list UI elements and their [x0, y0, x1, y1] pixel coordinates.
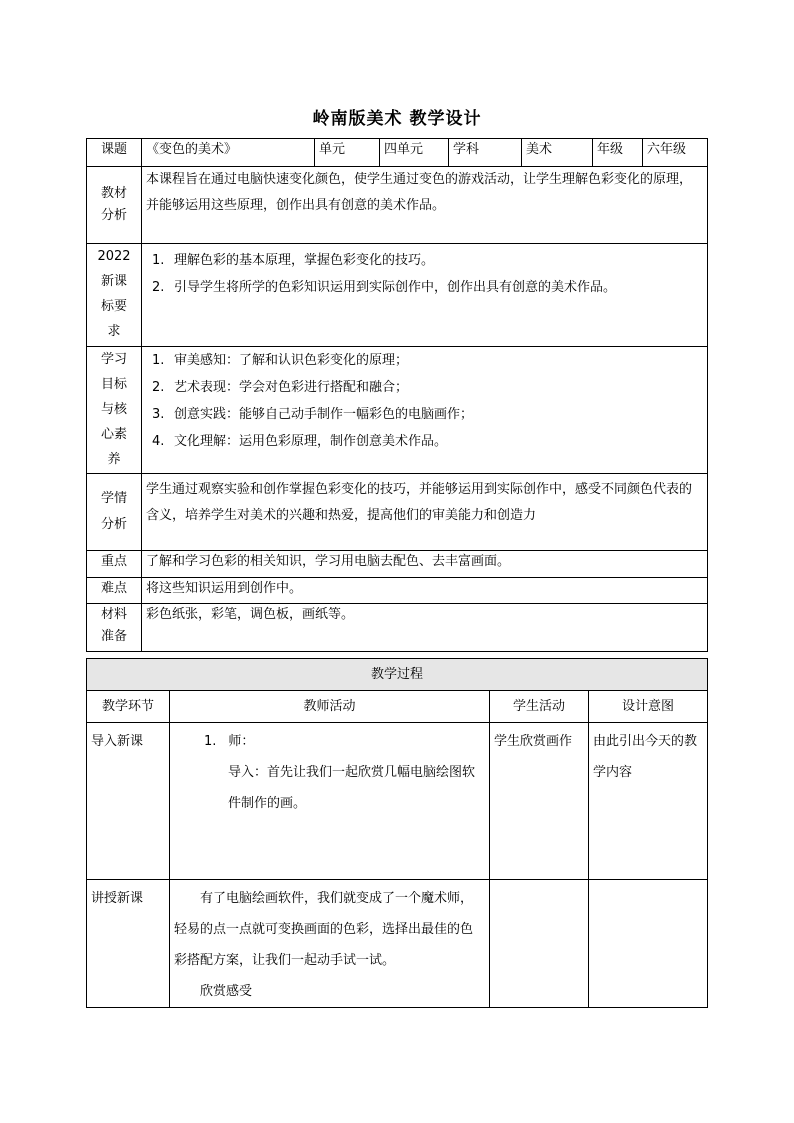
textbook-content: 本课程旨在通过电脑快速变化颜色，使学生通过变色的游戏活动，让学生理解色彩变化的原理，并能够运用这些原理，创作出具有创意的美术作品。 [142, 167, 708, 244]
unit-value: 四单元 [380, 139, 449, 167]
list-item: 1. 理解色彩的基本原理，掌握色彩变化的技巧。 [152, 253, 435, 268]
materials-row [87, 604, 708, 652]
standards-label: 2022 新课 标要 求 [87, 244, 142, 347]
stage-cell: 导入新课 [87, 723, 170, 880]
key-point-row [87, 551, 708, 578]
grade-label: 年级 [593, 139, 643, 167]
key-point-label: 重点 [87, 551, 142, 578]
header-row [87, 139, 708, 167]
intent-cell [589, 880, 708, 1008]
process-columns-row [87, 691, 708, 723]
subject-label: 学科 [449, 139, 522, 167]
grade-value: 六年级 [643, 139, 708, 167]
list-item: 1. 审美感知：了解和认识色彩变化的原理； [152, 353, 409, 368]
topic-value: 《变色的美术》 [142, 139, 315, 167]
list-item: 2. 引导学生将所学的色彩知识运用到实际创作中，创作出具有创意的美术作品。 [152, 280, 617, 295]
learner-row [87, 474, 708, 551]
column-header: 教学环节 [87, 691, 170, 723]
intent-cell: 由此引出今天的教学内容 [589, 723, 708, 880]
difficulty-row [87, 578, 708, 604]
student-cell [490, 880, 589, 1008]
materials-content: 彩色纸张，彩笔，调色板，画纸等。 [142, 604, 708, 652]
subject-value: 美术 [522, 139, 593, 167]
standards-content [142, 244, 708, 347]
unit-label: 单元 [315, 139, 380, 167]
learner-content: 学生通过观察实验和创作掌握色彩变化的技巧，并能够运用到实际创作中，感受不同颜色代表的含义，培养学生对美术的兴趣和热爱，提高他们的审美能力和创造力 [142, 474, 708, 551]
list-item: 3. 创意实践：能够自己动手制作一幅彩色的电脑画作； [152, 407, 474, 422]
objectives-label: 学习 目标 与核 心素 养 [87, 347, 142, 474]
topic-label: 课题 [87, 139, 142, 167]
difficulty-label: 难点 [87, 578, 142, 604]
key-point-content: 了解和学习色彩的相关知识，学习用电脑去配色、去丰富画面。 [142, 551, 708, 578]
textbook-label: 教材 分析 [87, 167, 142, 244]
table-row [87, 880, 708, 1008]
list-item: 2. 艺术表现：学会对色彩进行搭配和融合； [152, 380, 409, 395]
stage-cell: 讲授新课 [87, 880, 170, 1008]
materials-label: 材料 准备 [87, 604, 142, 652]
process-heading-row [87, 659, 708, 691]
column-header: 设计意图 [589, 691, 708, 723]
teacher-cell: 有了电脑绘画软件，我们就变成了一个魔术师，轻易的点一点就可变换画面的色彩，选择出最佳的色彩搭配方案，让我们一起动手试一试。 欣赏感受 [170, 880, 490, 1008]
info-table [86, 138, 708, 652]
list-item: 4. 文化理解：运用色彩原理，制作创意美术作品。 [152, 434, 448, 449]
student-cell: 学生欣赏画作 [490, 723, 589, 880]
teacher-cell: 1. 师： 导入：首先让我们一起欣赏几幅电脑绘图软件制作的画。 [170, 723, 490, 880]
column-header: 学生活动 [490, 691, 589, 723]
process-table [86, 658, 708, 1008]
objectives-row [87, 347, 708, 474]
column-header: 教师活动 [170, 691, 490, 723]
learner-label: 学情 分析 [87, 474, 142, 551]
objectives-content [142, 347, 708, 474]
difficulty-content: 将这些知识运用到创作中。 [142, 578, 708, 604]
process-heading: 教学过程 [87, 659, 708, 691]
page-title: 岭南版美术 教学设计 [312, 109, 482, 129]
textbook-row [87, 167, 708, 244]
table-row [87, 723, 708, 880]
standards-row [87, 244, 708, 347]
